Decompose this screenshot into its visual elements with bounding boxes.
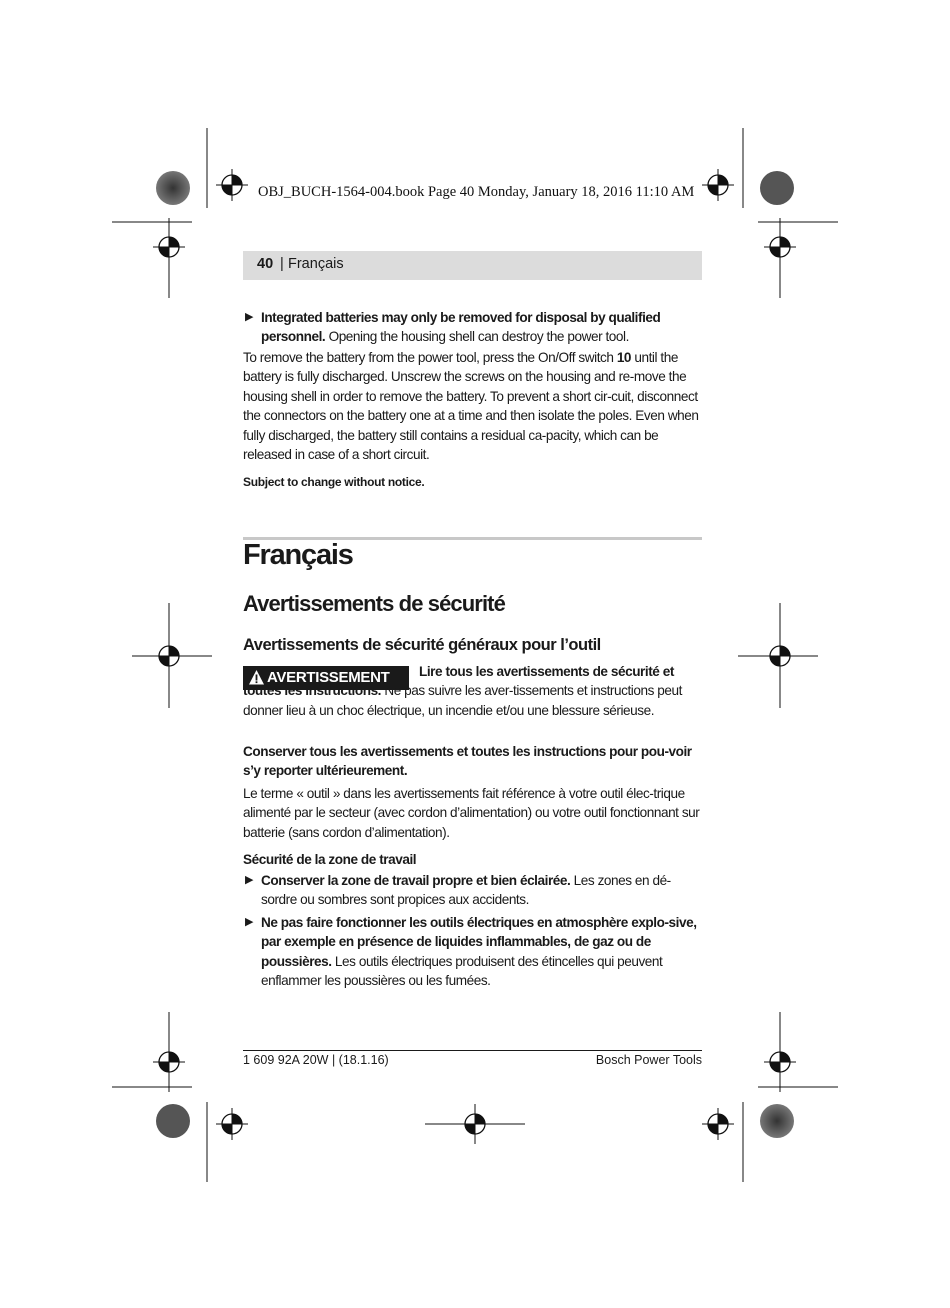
bullet-text: Les outils électriques produisent des étincelles qui peuvent enflammer les poussières ou les fumées.: [261, 953, 663, 989]
warning-paragraph: [243, 662, 703, 720]
footer-rule: [243, 1050, 702, 1051]
warning-text: Ne pas suivre les aver-tissements et instructions peut donner lieu à un choc électrique, un incendie et/ou une blessure sérieuse.: [243, 683, 682, 718]
star-target-icon: [156, 171, 190, 205]
battery-para-part2: until the battery is fully discharged. Unscrew the screws on the housing and re-move the housing shell in order to remove the battery. To prevent a short cir-cuit, disconnect the connectors on the battery one at a time and then isolate the poles. Even when fully discharged, the battery still contains a residual ca-pacity, which can be released in case of a short circuit.: [243, 350, 699, 463]
bullet-bold: Integrated batteries may only be removed for disposal by qualified personnel.: [261, 310, 661, 345]
bullet-bold: Conserver la zone de travail propre et bien éclairée.: [261, 873, 571, 888]
header-separator: |: [280, 256, 284, 272]
work-area-heading: Sécurité de la zone de travail: [243, 852, 417, 867]
footer-brand: Bosch Power Tools: [595, 1053, 702, 1067]
page-header: [243, 251, 702, 280]
bullet-arrow-icon: ▶: [245, 916, 254, 928]
page-number: 40: [257, 256, 274, 272]
battery-para-part1: To remove the battery from the power tool, press the On/Off switch: [243, 350, 617, 365]
bullet-bold: Ne pas faire fonctionner les outils électriques en atmosphère explo-sive, par exemple en présence de liquides inflammables, de gaz ou de poussières.: [261, 915, 697, 969]
subsection-heading: Avertissements de sécurité généraux pour l’outil: [243, 636, 601, 654]
bullet-text: Opening the housing shell can destroy the power tool.: [325, 329, 629, 345]
change-notice: Subject to change without notice.: [243, 475, 425, 489]
warning-bold: Lire tous les avertissements de sécurité et toutes les instructions.: [243, 664, 674, 699]
header-section: Français: [288, 256, 344, 272]
bullet-arrow-icon: ▶: [245, 874, 254, 886]
term-paragraph: Le terme « outil » dans les avertissements fait référence à votre outil élec-trique alimenté par le secteur (avec cordon d’alimentation) ou votre outil fonctionnant sur batterie (sans cordon d’alimentation).: [243, 786, 700, 840]
section-heading: Avertissements de sécurité: [243, 591, 505, 616]
battery-paragraph: [243, 348, 703, 464]
print-slug: OBJ_BUCH-1564-004.book Page 40 Monday, January 18, 2016 11:10 AM: [258, 184, 695, 200]
footer-doc-number: 1 609 92A 20W | (18.1.16): [243, 1053, 389, 1067]
bullet-arrow-icon: ▶: [245, 311, 254, 323]
language-title: Français: [243, 539, 353, 571]
warning-label: AVERTISSEMENT: [267, 669, 390, 686]
switch-number: 10: [616, 350, 632, 365]
keep-instructions: Conserver tous les avertissements et toutes les instructions pour pou-voir s’y reporter ultérieurement.: [243, 744, 692, 779]
bullet-text: Les zones en dé-sordre ou sombres sont propices aux accidents.: [261, 873, 671, 908]
